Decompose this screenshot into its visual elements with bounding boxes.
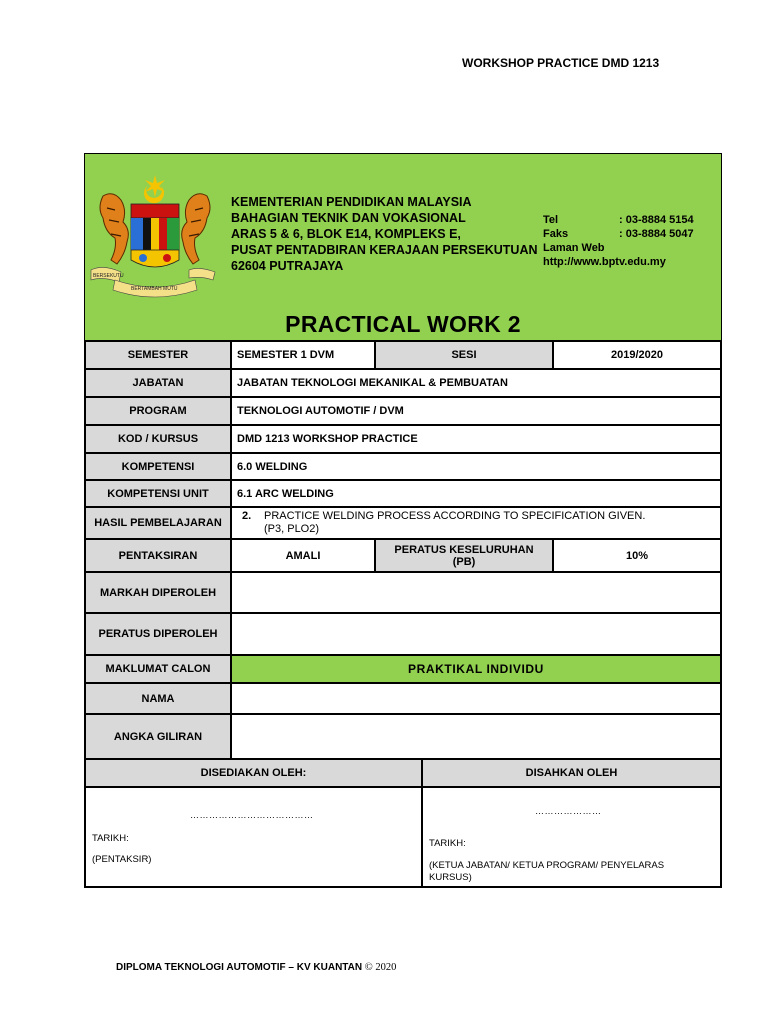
jabatan-value: JABATAN TEKNOLOGI MEKANIKAL & PEMBUATAN xyxy=(231,369,721,397)
tel-label: Tel xyxy=(543,214,559,226)
nama-label: NAMA xyxy=(85,683,231,714)
peratus-keseluruhan-value: 10% xyxy=(553,539,721,572)
sesi-label: SESI xyxy=(375,341,553,369)
maklumat-label: MAKLUMAT CALON xyxy=(85,655,231,683)
hasil-value xyxy=(231,507,721,539)
peratus-keseluruhan-label-line: PERATUS KESELURUHAN xyxy=(394,543,534,556)
tarikh-label: TARIKH: xyxy=(92,833,129,844)
jabatan-label: JABATAN xyxy=(85,369,231,397)
hasil-label: HASIL PEMBELAJARAN xyxy=(85,507,231,539)
peratus-keseluruhan-label-line: (PB) xyxy=(452,555,476,568)
hasil-number: 2. xyxy=(242,510,252,522)
kompetensi-label: KOMPETENSI xyxy=(85,453,231,480)
header-banner xyxy=(85,154,721,341)
peratus-diperoleh-field[interactable] xyxy=(231,613,721,655)
ketua-role: (KETUA JABATAN/ KETUA PROGRAM/ PENYELARAS xyxy=(429,860,665,871)
footer-copyright: © 2020 xyxy=(362,962,397,973)
program-value: TEKNOLOGI AUTOMOTIF / DVM xyxy=(231,397,721,425)
practical-work-form xyxy=(84,153,722,888)
kod-label: KOD / KURSUS xyxy=(85,425,231,453)
kod-value: DMD 1213 WORKSHOP PRACTICE xyxy=(231,425,721,453)
pentaksiran-value: AMALI xyxy=(231,539,375,572)
pentaksiran-label: PENTAKSIRAN xyxy=(85,539,231,572)
hasil-line2: (P3, PLO2) xyxy=(264,523,320,535)
signature-line: ………………………………… xyxy=(190,810,314,820)
markah-label: MARKAH DIPEROLEH xyxy=(85,572,231,613)
semester-value: SEMESTER 1 DVM xyxy=(231,341,375,369)
tarikh-label: TARIKH: xyxy=(429,838,466,849)
program-label: PROGRAM xyxy=(85,397,231,425)
disahkan-label: DISAHKAN OLEH xyxy=(422,759,721,787)
faks-label: Faks xyxy=(543,228,569,240)
disahkan-signature-box[interactable] xyxy=(422,787,721,887)
ministry-line: 62604 PUTRAJAYA xyxy=(231,259,344,273)
ministry-line: ARAS 5 & 6, BLOK E14, KOMPLEKS E, xyxy=(231,227,461,241)
maklumat-value: PRAKTIKAL INDIVIDU xyxy=(231,655,721,683)
disediakan-signature-box[interactable] xyxy=(85,787,422,887)
ketua-role: KURSUS) xyxy=(429,872,472,883)
ministry-line: BAHAGIAN TEKNIK DAN VOKASIONAL xyxy=(231,211,466,225)
footer-text: DIPLOMA TEKNOLOGI AUTOMOTIF – KV KUANTAN xyxy=(116,962,363,973)
tel-value: : 03-8884 5154 xyxy=(619,214,694,226)
peratus-keseluruhan-label xyxy=(375,539,553,572)
crest-motto-right: BERTAMBAH MUTU xyxy=(131,286,178,292)
kompetensi-unit-value: 6.1 ARC WELDING xyxy=(231,480,721,507)
disediakan-label: DISEDIAKAN OLEH: xyxy=(85,759,422,787)
peratus-diperoleh-label: PERATUS DIPEROLEH xyxy=(85,613,231,655)
page-header: WORKSHOP PRACTICE DMD 1213 xyxy=(462,56,660,70)
contact-info xyxy=(543,213,694,269)
ministry-address xyxy=(231,194,538,274)
kompetensi-value: 6.0 WELDING xyxy=(231,453,721,480)
angka-giliran-label: ANGKA GILIRAN xyxy=(85,714,231,759)
sesi-value: 2019/2020 xyxy=(553,341,721,369)
hasil-line1: PRACTICE WELDING PROCESS ACCORDING TO SPECIFICATION GIVEN. xyxy=(264,510,646,522)
pentaksir-role: (PENTAKSIR) xyxy=(92,854,152,865)
web-value: http://www.bptv.edu.my xyxy=(543,256,666,268)
nama-field[interactable] xyxy=(231,683,721,714)
semester-label: SEMESTER xyxy=(85,341,231,369)
web-label: Laman Web xyxy=(543,242,605,254)
coat-of-arms-icon xyxy=(85,174,225,299)
form-title: PRACTICAL WORK 2 xyxy=(285,311,521,337)
angka-giliran-field[interactable] xyxy=(231,714,721,759)
ministry-line: PUSAT PENTADBIRAN KERAJAAN PERSEKUTUAN xyxy=(231,243,538,257)
markah-field[interactable] xyxy=(231,572,721,613)
ministry-line: KEMENTERIAN PENDIDIKAN MALAYSIA xyxy=(231,195,472,209)
page-footer xyxy=(116,962,396,973)
signature-line: ………………… xyxy=(535,806,602,816)
faks-value: : 03-8884 5047 xyxy=(619,228,694,240)
kompetensi-unit-label: KOMPETENSI UNIT xyxy=(85,480,231,507)
crest-motto-left: BERSEKUTU xyxy=(93,273,124,279)
